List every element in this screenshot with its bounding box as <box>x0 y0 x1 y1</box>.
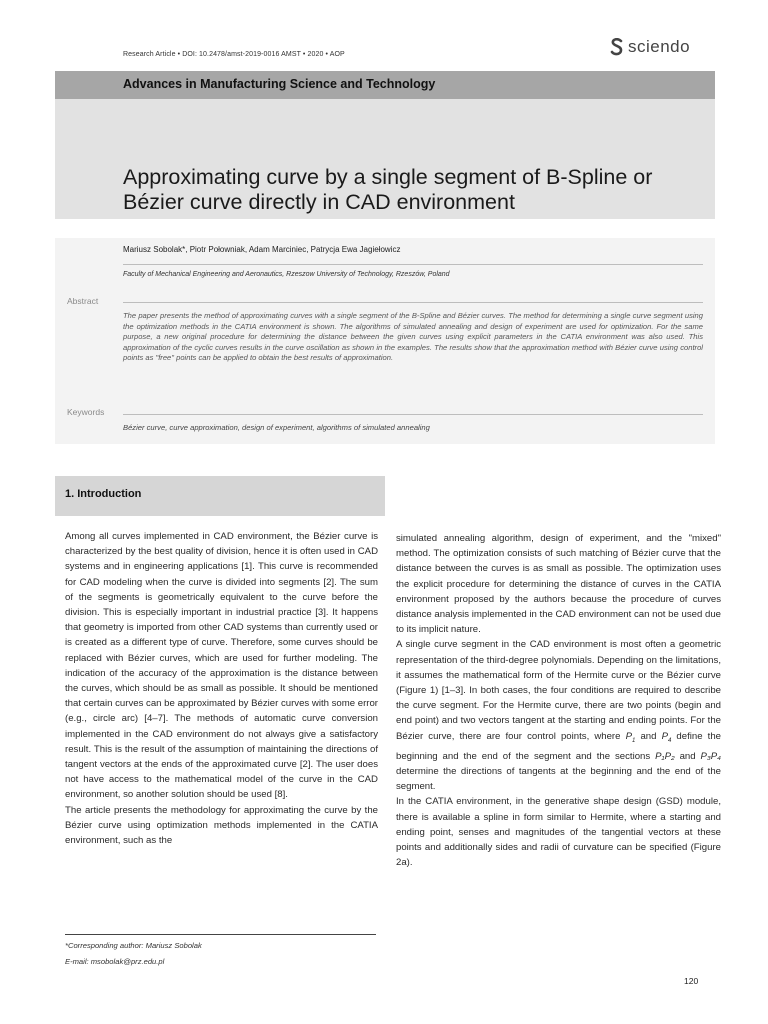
journal-bar <box>55 71 715 99</box>
section-heading: 1. Introduction <box>65 488 142 500</box>
abstract-label: Abstract <box>67 296 99 306</box>
article-title: Approximating curve by a single segment of B-Spline or Bézier curve directly in CAD environment <box>123 165 653 214</box>
title-block <box>55 99 715 219</box>
corresponding-author: *Corresponding author: Mariusz Sobolak <box>65 941 202 950</box>
paragraph-text: A single curve segment in the CAD environment is most often a geometric representation of the third-degree polynomials. Depending on the limitations, it assumes the mathematical form of the Hermite curve or the Bézier curve (Figure 1) [1–3]. In both cases, the four conditions are required to describe the curve segment. For the Hermite curve, there are two points (begin and end point) and two vectors tangent at the starting and ending points. For the Bézier curve, there are four control points, where <box>396 639 721 742</box>
publisher-name: sciendo <box>628 37 691 56</box>
journal-name: Advances in Manufacturing Science and Technology <box>123 77 436 91</box>
symbol-p4: $P_4$ <box>661 730 672 744</box>
sciendo-logo-icon <box>610 38 624 56</box>
paragraph: Among all curves implemented in CAD environment, the Bézier curve is characterized by the best quality of division, hence it is often used in CAD systems and in engineering applications [1]. This curve is recommended for CAD modeling when the curve is divided into segments [2]. The sum of the segments is geometrically equivalent to the curve before the division. This is especially important in industrial practice [3]. It happens that geometry is imported from other CAD systems than currently used or is created as a different type of curve. Therefore, some curves should be replaced with Bézier curves, which are used for further modeling. The indication of the accuracy of the approximation is the distance between the curves, which should be as small as possible. It should be mentioned that certain curves can be approximated by Bézier curves with some error (e.g., circle arc) [4–7]. The methods of automatic curve conversion implemented in the CAD environment do not always give a satisfactory result. This is the result of the assumption of maintaining the directions of tangent vectors at the ends of the approximated curve [2]. The user does not have access to the mathematical model of the curve in the CAD environment, so another solution should be used [8]. <box>65 531 379 801</box>
divider <box>123 264 703 265</box>
affiliation: Faculty of Mechanical Engineering and Aeronautics, Rzeszow University of Technology, Rzeszów, Poland <box>123 271 450 278</box>
authors: Mariusz Sobolak*, Piotr Połowniak, Adam Marciniec, Patrycja Ewa Jagiełowicz <box>123 245 401 254</box>
symbol-pair-2: P₃P₄ <box>700 750 721 762</box>
body-column-right <box>396 531 721 870</box>
corresponding-email: E-mail: msobolak@prz.edu.pl <box>65 957 165 966</box>
paragraph: simulated annealing algorithm, design of experiment, and the "mixed" method. The optimization consists of such matching of Bézier curve that the distance between the curves is as small as possible. The optimization uses the explicit procedure for determining the distance of curves in the CATIA environment proposed by the authors because the procedure of curves distance analysis implemented in the CAD environment can not be used due to its implicit nature. <box>396 533 721 636</box>
paragraph-text: determine the directions of tangents at the beginning and the end of the segment. <box>396 765 721 793</box>
paragraph: The article presents the methodology for approximating the curve by the Bézier curve using optimization methods implemented in the CATIA environment, such as the <box>65 804 378 847</box>
divider <box>123 302 703 303</box>
paragraph: In the CATIA environment, in the generative shape design (GSD) module, there is available a spline in form similar to Hermite, where a starting and ending point, senses and magnitudes of the tangential vectors at these points and additionally sides and radii of curvature can be specified (Figure 2a). <box>396 796 721 869</box>
footnote-divider <box>65 934 376 935</box>
paragraph-text: and <box>679 750 696 762</box>
paragraph <box>396 637 721 794</box>
article-meta-line: Research Article • DOI: 10.2478/amst-2019-0016 AMST • 2020 • AOP <box>123 51 345 58</box>
body-column-left <box>65 529 378 848</box>
symbol-p1: $P_1$ <box>625 730 636 744</box>
section-heading-box <box>55 476 385 516</box>
divider <box>123 414 703 415</box>
page-number: 120 <box>684 976 699 986</box>
keywords-label: Keywords <box>67 407 105 417</box>
paragraph-text: and <box>640 730 657 742</box>
paragraph-text: define the beginning and the end of the segment and the sections <box>396 730 721 762</box>
keywords-text: Bézier curve, curve approximation, design of experiment, algorithms of simulated annealing <box>123 423 430 432</box>
publisher-logo <box>610 36 690 58</box>
abstract-text: The paper presents the method of approximating curves with a single segment of the B-Spline and Bézier curves. The method for determining a single curve segment using the optimization methods in the CATIA environment is shown. The algorithms of simulated annealing and design of experiment are used for optimization. For the same purpose, a new original procedure for determining the distance between the given curves using explicit parameters in the CATIA environment was also used. This approximation of the cyclic curves results in the curve oscillation as shown in the examples. The results show that the approximation method with Bézier curve using control points as "free" points can be applied to obtain the best results of approximation. <box>123 311 703 363</box>
symbol-pair-1: P₁P₂ <box>655 750 675 762</box>
